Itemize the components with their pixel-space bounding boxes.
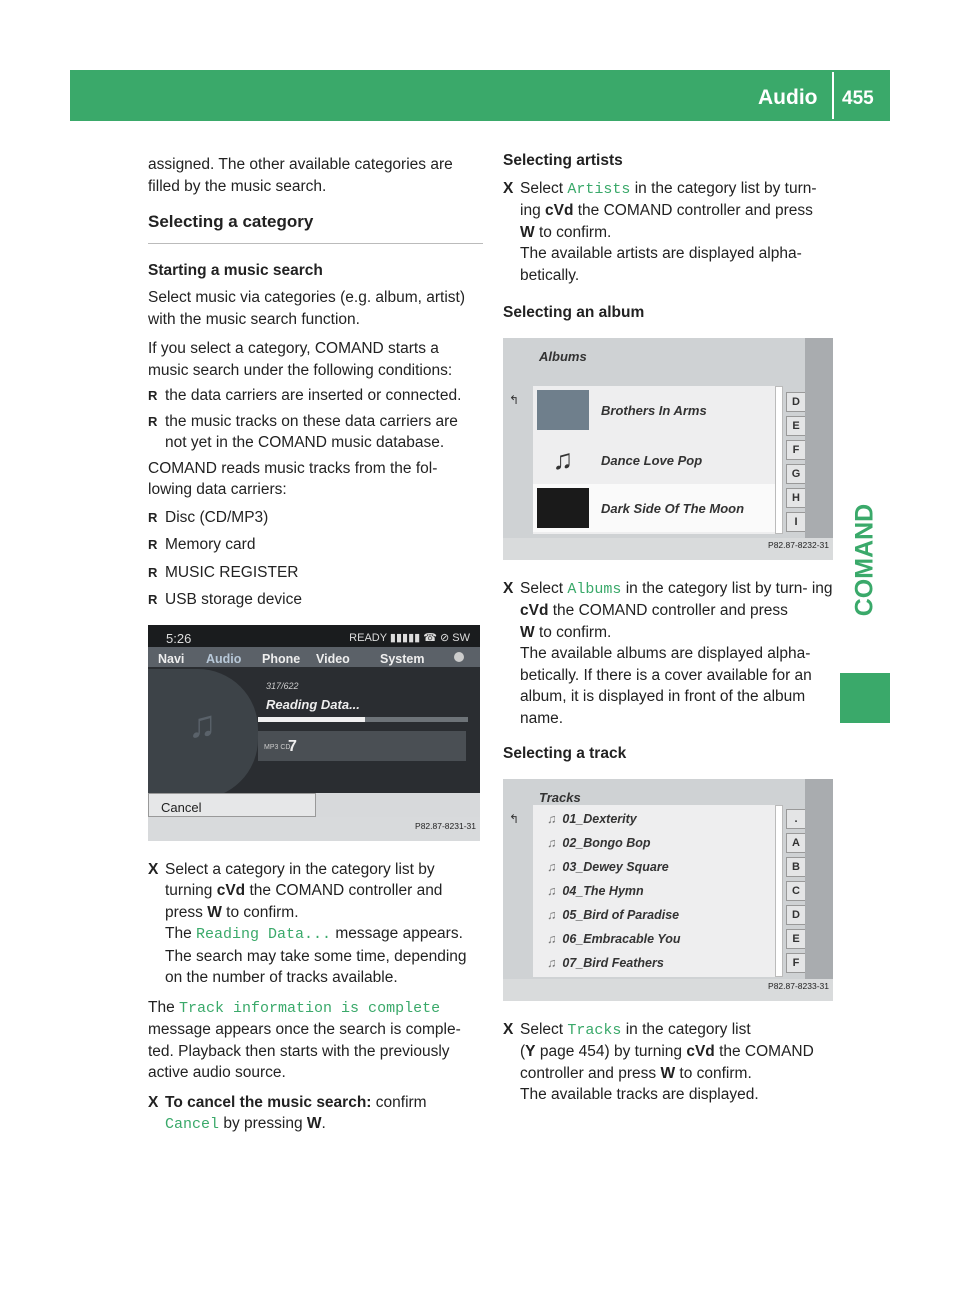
controller-turn-icon: cVd (545, 202, 574, 219)
album-cover (537, 488, 589, 528)
track-count: 317/622 (266, 680, 299, 691)
track-list (533, 805, 778, 977)
album-name: Brothers In Arms (601, 402, 707, 418)
index-letter[interactable]: E (786, 416, 806, 436)
header-divider (832, 72, 834, 119)
figure-reference: P82.87-8233-31 (768, 981, 829, 991)
step-marker: X (503, 179, 514, 197)
list-item: R MUSIC REGISTER (148, 562, 483, 584)
right-column (503, 150, 833, 1114)
cancel-button[interactable] (148, 793, 316, 817)
back-icon[interactable]: ↰ (509, 392, 520, 407)
back-icon[interactable]: ↰ (509, 811, 520, 826)
status-bar (148, 625, 480, 647)
index-letter[interactable]: F (786, 953, 806, 973)
list-item: R Disc (CD/MP3) (148, 507, 483, 529)
page-reference-link[interactable]: page 454) by turning (539, 1043, 683, 1060)
step-marker: X (148, 860, 159, 878)
index-letter[interactable]: I (786, 512, 806, 532)
media-type-label: MP3 CD (264, 743, 291, 751)
display-message: Albums (567, 580, 622, 598)
list-item[interactable] (533, 436, 778, 484)
album-name: Dark Side Of The Moon (601, 500, 745, 516)
instruction-step: X Select Artists in the category list by turn- ing cVd the COMAND controller and press W to confirm. The available artists are displayed alpha- betically. (503, 179, 817, 284)
list-item[interactable]: ♫ 05_Bird of Paradise (547, 907, 680, 922)
subheading-album: Selecting an album (503, 304, 645, 321)
clock: 5:26 (166, 630, 192, 646)
softkey-empty (316, 793, 480, 817)
controller-press-icon: W (660, 1064, 676, 1082)
index-letter[interactable]: D (786, 905, 806, 925)
figure-reference: P82.87-8232-31 (768, 540, 829, 550)
subheading-track: Selecting a track (503, 745, 627, 762)
side-tab (840, 480, 890, 640)
list-item: R the music tracks on these data carriers are not yet in the COMAND music database. (148, 411, 483, 454)
screenshot-reading-data (148, 625, 480, 841)
scrollbar[interactable] (775, 386, 783, 534)
progress-fill (258, 717, 365, 722)
list-item[interactable]: ♫ 06_Embracable You (547, 931, 681, 946)
track-number: 7 (288, 737, 297, 755)
music-note-icon: ♫ (188, 703, 217, 746)
index-letter[interactable]: F (786, 440, 806, 460)
display-message: Reading Data... (196, 926, 332, 943)
screenshot-tracks-list (503, 779, 833, 1001)
index-letter[interactable]: B (786, 857, 806, 877)
list-item: R the data carriers are inserted or connected. (148, 385, 483, 407)
side-strip (805, 338, 833, 560)
controller-turn-icon: cVd (520, 602, 549, 619)
list-item[interactable]: ♫ 01_Dexterity (547, 811, 637, 826)
page-number: 455 (842, 88, 874, 109)
index-letter[interactable]: D (786, 392, 806, 412)
controller-turn-icon: cVd (216, 882, 246, 899)
menu-item-navi[interactable]: Navi (158, 651, 185, 666)
list-item: R Memory card (148, 534, 483, 556)
display-message: Cancel (165, 1116, 220, 1133)
controller-press-icon: W (306, 1115, 322, 1132)
section-heading: Selecting a category (148, 211, 483, 244)
left-column (148, 154, 483, 1144)
index-letter[interactable]: A (786, 833, 806, 853)
paragraph: If you select a category, COMAND starts a music search under the following conditions: (148, 340, 453, 379)
index-letter[interactable]: . (786, 809, 806, 829)
step-marker: X (148, 1093, 159, 1111)
instruction-step: X Select Tracks in the category list (Y page 454) by turning cVd the COMAND controller and press W to confirm. The available tracks are displayed. (503, 1020, 814, 1103)
subheading-artists: Selecting artists (503, 152, 623, 169)
display-message: Tracks (567, 1021, 622, 1039)
scrollbar[interactable] (775, 805, 783, 977)
menu-item-system[interactable]: System (380, 651, 425, 666)
paragraph: COMAND reads music tracks from the fol- lowing data carriers: (148, 459, 438, 498)
figure-reference: P82.87-8231-31 (415, 821, 476, 831)
menu-item-audio[interactable]: Audio (206, 651, 242, 666)
menu-item-phone[interactable]: Phone (262, 651, 301, 666)
intro-paragraph: assigned. The other available categories are filled by the music search. (148, 156, 453, 195)
list-item[interactable] (533, 386, 778, 434)
list-item[interactable]: ♫ 03_Dewey Square (547, 859, 669, 874)
display-message: Artists (567, 180, 631, 198)
menu-item-video[interactable]: Video (316, 651, 350, 666)
list-item[interactable]: ♫ 02_Bongo Bop (547, 835, 651, 850)
options-icon[interactable] (454, 652, 464, 662)
controller-press-icon: W (520, 223, 535, 241)
list-item[interactable]: ♫ 07_Bird Feathers (547, 955, 664, 970)
track-box (258, 731, 466, 761)
album-cover (537, 390, 589, 430)
list-item: R USB storage device (148, 589, 483, 611)
step-marker: X (503, 579, 514, 597)
side-tab-marker (840, 673, 890, 723)
album-name: Dance Love Pop (601, 452, 703, 468)
index-letter[interactable]: G (786, 464, 806, 484)
index-letter[interactable]: H (786, 488, 806, 508)
side-tab-label: COMAND (850, 503, 879, 617)
progress-bar (258, 717, 468, 722)
step-marker: X (503, 1020, 514, 1038)
display-message: Track information is complete (179, 999, 441, 1017)
status-indicators: READY ▮▮▮▮▮ ☎ ⊘ SW (349, 631, 470, 644)
index-letter[interactable]: C (786, 881, 806, 901)
section-title: Audio (758, 86, 818, 109)
list-title: Albums (539, 348, 587, 364)
list-item[interactable] (533, 484, 778, 532)
paragraph: The Track information is complete message appears once the search is comple- ted. Playback then starts with the previously active audio source. (148, 998, 461, 1081)
controller-turn-icon: cVd (686, 1043, 715, 1060)
instruction-step: X Select a category in the category list by turning cVd the COMAND controller and press W to confirm. The Reading Data... message appears. The search may take some time, depending on the number of tracks available. (148, 860, 467, 986)
controller-press-icon: W (207, 903, 222, 921)
music-note-icon: ♫ (552, 443, 574, 475)
index-letter[interactable]: E (786, 929, 806, 949)
list-title: Tracks (539, 789, 581, 805)
subheading-music-search: Starting a music search (148, 261, 323, 279)
instruction-step: X Select Albums in the category list by turn- ing cVd the COMAND controller and press W to confirm. The available albums are displayed alpha- betically. If there is a cover available for an album, it is displayed in front of the album name. (503, 579, 833, 727)
paragraph: Select music via categories (e.g. album, artist) with the music search function. (148, 289, 466, 328)
page-reference-icon: Y (525, 1043, 536, 1060)
reading-message: Reading Data... (266, 696, 360, 712)
instruction-step: X To cancel the music search: confirm Cancel by pressing W. (148, 1093, 427, 1133)
list-item[interactable]: ♫ 04_The Hymn (547, 883, 644, 898)
side-strip (805, 779, 833, 1001)
controller-press-icon: W (520, 623, 535, 641)
album-list (533, 386, 778, 534)
screenshot-albums-list (503, 338, 833, 560)
main-menu (148, 647, 480, 667)
cancel-button-label: Cancel (161, 799, 202, 815)
